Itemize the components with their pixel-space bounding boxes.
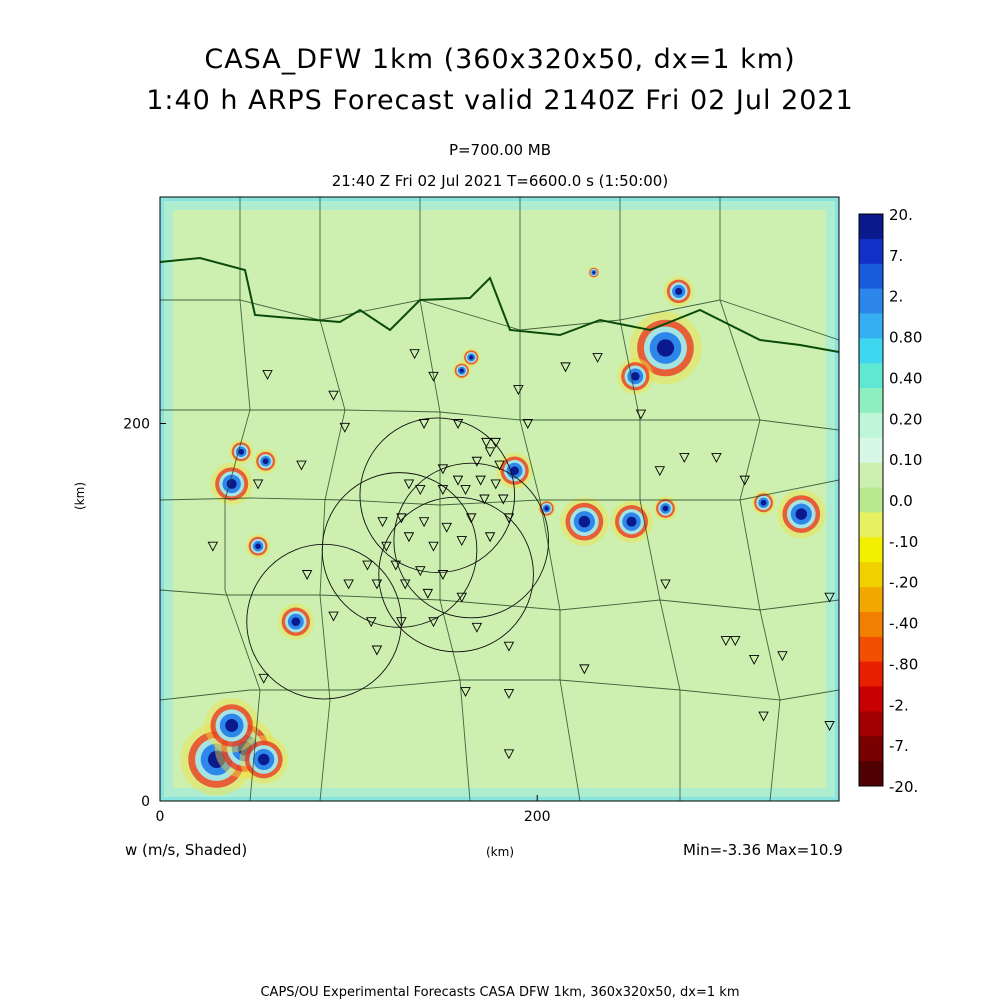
colorbar-segment-1: [859, 239, 883, 264]
colorbar-segment-13: [859, 537, 883, 562]
colorbar-label-14: -20.: [889, 778, 919, 796]
cell-18-core: [761, 500, 767, 506]
colorbar-segment-6: [859, 363, 883, 388]
colorbar-label-8: -.10: [889, 532, 919, 551]
colorbar-label-9: -.20: [889, 573, 919, 592]
colorbar-segment-22: [859, 761, 883, 786]
colorbar-segment-7: [859, 388, 883, 413]
colorbar-segment-0: [859, 214, 883, 239]
pressure-level: P=700.00 MB: [448, 141, 552, 159]
y-axis-label: (km): [73, 481, 87, 510]
cell-15-core: [675, 288, 682, 295]
colorbar-label-2: 2.: [889, 287, 904, 306]
cell-4-core: [291, 617, 300, 626]
colorbar-segment-8: [859, 413, 883, 438]
colorbar-segment-9: [859, 438, 883, 463]
valid-time: 21:40 Z Fri 02 Jul 2021 T=6600.0 s (1:50:00): [331, 172, 669, 190]
colorbar-segment-2: [859, 264, 883, 289]
cell-2-core: [258, 754, 269, 765]
x-axis-label: (km): [486, 845, 515, 859]
colorbar-label-12: -2.: [889, 696, 909, 715]
cell-11-core: [579, 516, 590, 527]
colorbar-label-6: 0.10: [889, 451, 923, 470]
cell-10-core: [545, 506, 549, 510]
cell-5-core: [255, 543, 261, 549]
colorbar-label-7: 0.0: [889, 492, 913, 510]
colorbar: [859, 206, 922, 796]
cell-17-core: [796, 508, 807, 519]
colorbar-label-0: 20.: [889, 206, 913, 224]
map-background: [160, 197, 839, 801]
colorbar-segment-17: [859, 637, 883, 662]
x-tick-label-0: 0: [155, 809, 165, 825]
map-frame-group: [160, 197, 839, 801]
colorbar-label-10: -.40: [889, 614, 919, 633]
colorbar-segment-12: [859, 512, 883, 537]
min-max-label: Min=-3.36 Max=10.9: [683, 841, 843, 859]
colorbar-segment-19: [859, 687, 883, 712]
variable-label: w (m/s, Shaded): [125, 841, 248, 859]
colorbar-segment-10: [859, 463, 883, 488]
colorbar-label-5: 0.20: [889, 410, 923, 429]
colorbar-segment-14: [859, 562, 883, 587]
colorbar-segment-5: [859, 338, 883, 363]
cell-8-core: [263, 458, 269, 464]
colorbar-segment-20: [859, 711, 883, 736]
cell-14-core: [657, 339, 674, 356]
colorbar-label-1: 7.: [889, 246, 904, 265]
colorbar-segment-16: [859, 612, 883, 637]
cell-20-core: [460, 368, 464, 372]
chart-subtitle: 1:40 h ARPS Forecast valid 2140Z Fri 02 Jul 2021: [146, 85, 854, 116]
footer-credit: CAPS/OU Experimental Forecasts CASA DFW 1km, 360x320x50, dx=1 km: [260, 985, 740, 1000]
colorbar-segment-3: [859, 289, 883, 314]
cell-13-core: [663, 506, 669, 512]
colorbar-label-11: -.80: [889, 655, 919, 674]
colorbar-label-3: 0.80: [889, 328, 923, 347]
chart-title: CASA_DFW 1km (360x320x50, dx=1 km): [204, 44, 796, 75]
colorbar-segment-11: [859, 488, 883, 513]
colorbar-segment-4: [859, 313, 883, 338]
colorbar-label-13: -7.: [889, 737, 909, 756]
cell-12-core: [627, 517, 637, 527]
colorbar-segment-21: [859, 736, 883, 761]
colorbar-segment-18: [859, 662, 883, 687]
cell-3-core: [225, 719, 238, 732]
cell-21-core: [592, 271, 595, 274]
cell-19-core: [469, 355, 473, 359]
y-tick-label-1: 200: [123, 416, 150, 433]
colorbar-segment-15: [859, 587, 883, 612]
colorbar-label-4: 0.40: [889, 369, 923, 388]
x-tick-label-1: 200: [523, 809, 551, 825]
y-tick-label-0: 0: [141, 794, 150, 810]
